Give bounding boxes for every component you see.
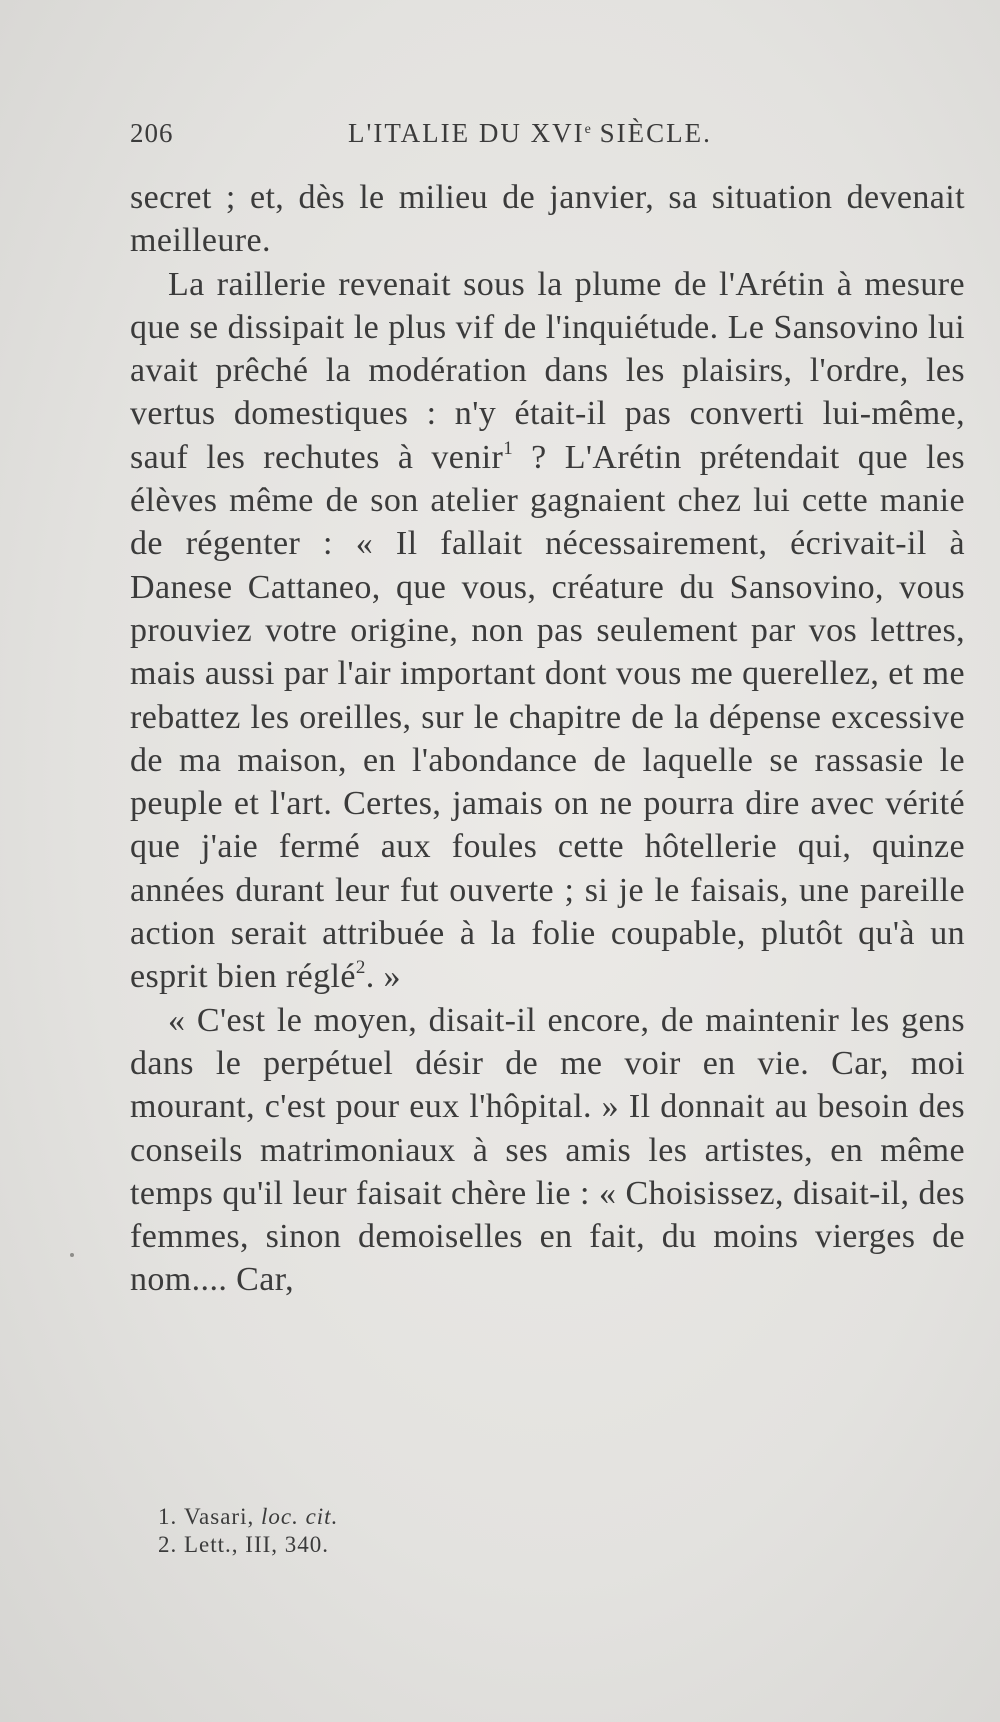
running-title-superscript: e: [584, 122, 591, 137]
running-title-end: SIÈCLE.: [590, 118, 712, 148]
footnotes: [158, 1503, 658, 1559]
paragraph-3-text: « C'est le moyen, disait-il encore, de maintenir les gens dans le perpétuel désir de me voir en vie. Car, moi mourant, c'est pour eux l'hôpital. » Il donnait au besoin des conseils matrimoniaux à ses amis les artistes, en même temps qu'il leur faisait chère lie : « Choisissez, disait-il, des femmes, sinon demoiselles en fait, du moins vierges de nom.... Car,: [130, 1001, 965, 1299]
paragraph-2-tail-2: . »: [365, 958, 401, 996]
paragraph-1: [130, 176, 965, 263]
paragraph-2-tail: ? L'Arétin prétendait que les élèves même de son atelier gagnaient chez lui cette manie de régenter : « Il fallait nécessairement, écrivait-il à Danese Cattaneo, que vous, créature du Sansovino, vous prouviez votre origine, non pas seulement par vos lettres, mais aussi par l'air important dont vous me querellez, et me rebattez les oreilles, sur le chapitre de la dépense excessive de ma maison, en l'abondance de laquelle se rassasie le peuple et l'art. Certes, jamais on ne pourra dire avec vérité que j'aie fermé aux foules cette hôtellerie qui, quinze années durant leur fut ouverte ; si je le faisais, une pareille action serait attribuée à la folie coupable, plutôt qu'à un esprit bien réglé: [130, 438, 966, 996]
footnote-2: [158, 1531, 658, 1559]
paragraph-2: [130, 263, 965, 999]
running-title: [348, 118, 712, 149]
page-header: [130, 118, 930, 158]
paragraph-2-text: La raillerie revenait sous la plume de l'Arétin à mesure que se dissipait le plus vif de l'inquiétude. Le Sansovino lui avait prêché la modération dans les plaisirs, l'ordre, les vertus domestiques : n'y était-il pas converti lui-même, sauf les rechutes à venir: [130, 265, 965, 476]
footnote-1-number: 1.: [158, 1504, 178, 1529]
footnote-2-text: Lett., III, 340.: [184, 1532, 330, 1557]
footnote-ref-2: 2: [355, 957, 366, 979]
footnote-1-text: Vasari,: [184, 1504, 261, 1529]
footnote-2-number: 2.: [158, 1532, 178, 1557]
footnote-1: [158, 1503, 658, 1531]
body-text: [130, 176, 965, 1302]
paper-speck: [70, 1253, 74, 1257]
paragraph-1-text: secret ; et, dès le milieu de janvier, sa situation devenait meilleure.: [130, 179, 965, 260]
running-title-main: L'ITALIE DU XVI: [348, 118, 585, 148]
page-number: 206: [130, 118, 174, 148]
paragraph-3: [130, 999, 965, 1302]
footnote-1-italic: loc. cit.: [260, 1504, 339, 1529]
footnote-ref-1: 1: [503, 437, 514, 459]
